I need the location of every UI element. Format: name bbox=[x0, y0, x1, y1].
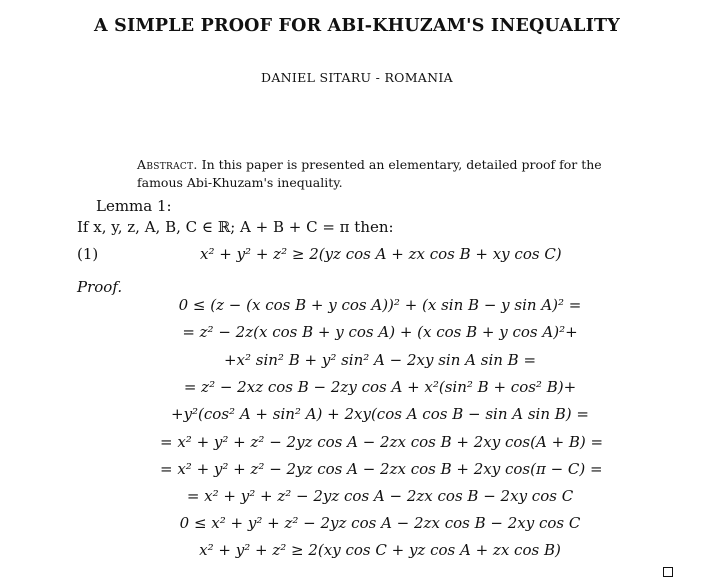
proof-line: = x² + y² + z² − 2yz cos A − 2zx cos B − 2xy cos C bbox=[186, 487, 574, 505]
proof-line: = z² − 2z(x cos B + y cos A) + (x cos B + y cos A)²+ bbox=[182, 323, 578, 341]
abstract-label: Abstract. bbox=[137, 157, 198, 172]
author-line: DANIEL SITARU - ROMANIA bbox=[261, 70, 453, 85]
proof-line: 0 ≤ (z − (x cos B + y cos A))² + (x sin B − y sin A)² = bbox=[178, 296, 582, 314]
proof-line: +x² sin² B + y² sin² A − 2xy sin A sin B = bbox=[223, 351, 537, 369]
proof-line: = z² − 2xz cos B − 2zy cos A + x²(sin² B + cos² B)+ bbox=[183, 378, 577, 396]
proof-line: x² + y² + z² ≥ 2(xy cos C + yz cos A + zx cos B) bbox=[199, 541, 561, 559]
proof-label: Proof. bbox=[77, 278, 123, 296]
abstract-text: In this paper is presented an elementary, detailed proof for the famous Abi-Khuzam's inequality. bbox=[137, 157, 602, 190]
proof-line: 0 ≤ x² + y² + z² − 2yz cos A − 2zx cos B − 2xy cos C bbox=[179, 514, 581, 532]
proof-line: +y²(cos² A + sin² A) + 2xy(cos A cos B − sin A sin B) = bbox=[171, 405, 589, 423]
abstract bbox=[137, 156, 627, 192]
lemma-hypothesis: If x, y, z, A, B, C ∈ ℝ; A + B + C = π then: bbox=[77, 218, 394, 236]
proof-line: = x² + y² + z² − 2yz cos A − 2zx cos B + 2xy cos(A + B) = bbox=[160, 433, 604, 451]
proof-line: = x² + y² + z² − 2yz cos A − 2zx cos B + 2xy cos(π − C) = bbox=[160, 460, 603, 478]
lemma-inequality: x² + y² + z² ≥ 2(yz cos A + zx cos B + xy cos C) bbox=[200, 245, 562, 263]
equation-number: (1) bbox=[77, 245, 99, 263]
qed-box-icon bbox=[663, 567, 673, 577]
paper-title: A SIMPLE PROOF FOR ABI-KHUZAM'S INEQUALITY bbox=[94, 16, 620, 36]
lemma-heading: Lemma 1: bbox=[96, 197, 172, 215]
